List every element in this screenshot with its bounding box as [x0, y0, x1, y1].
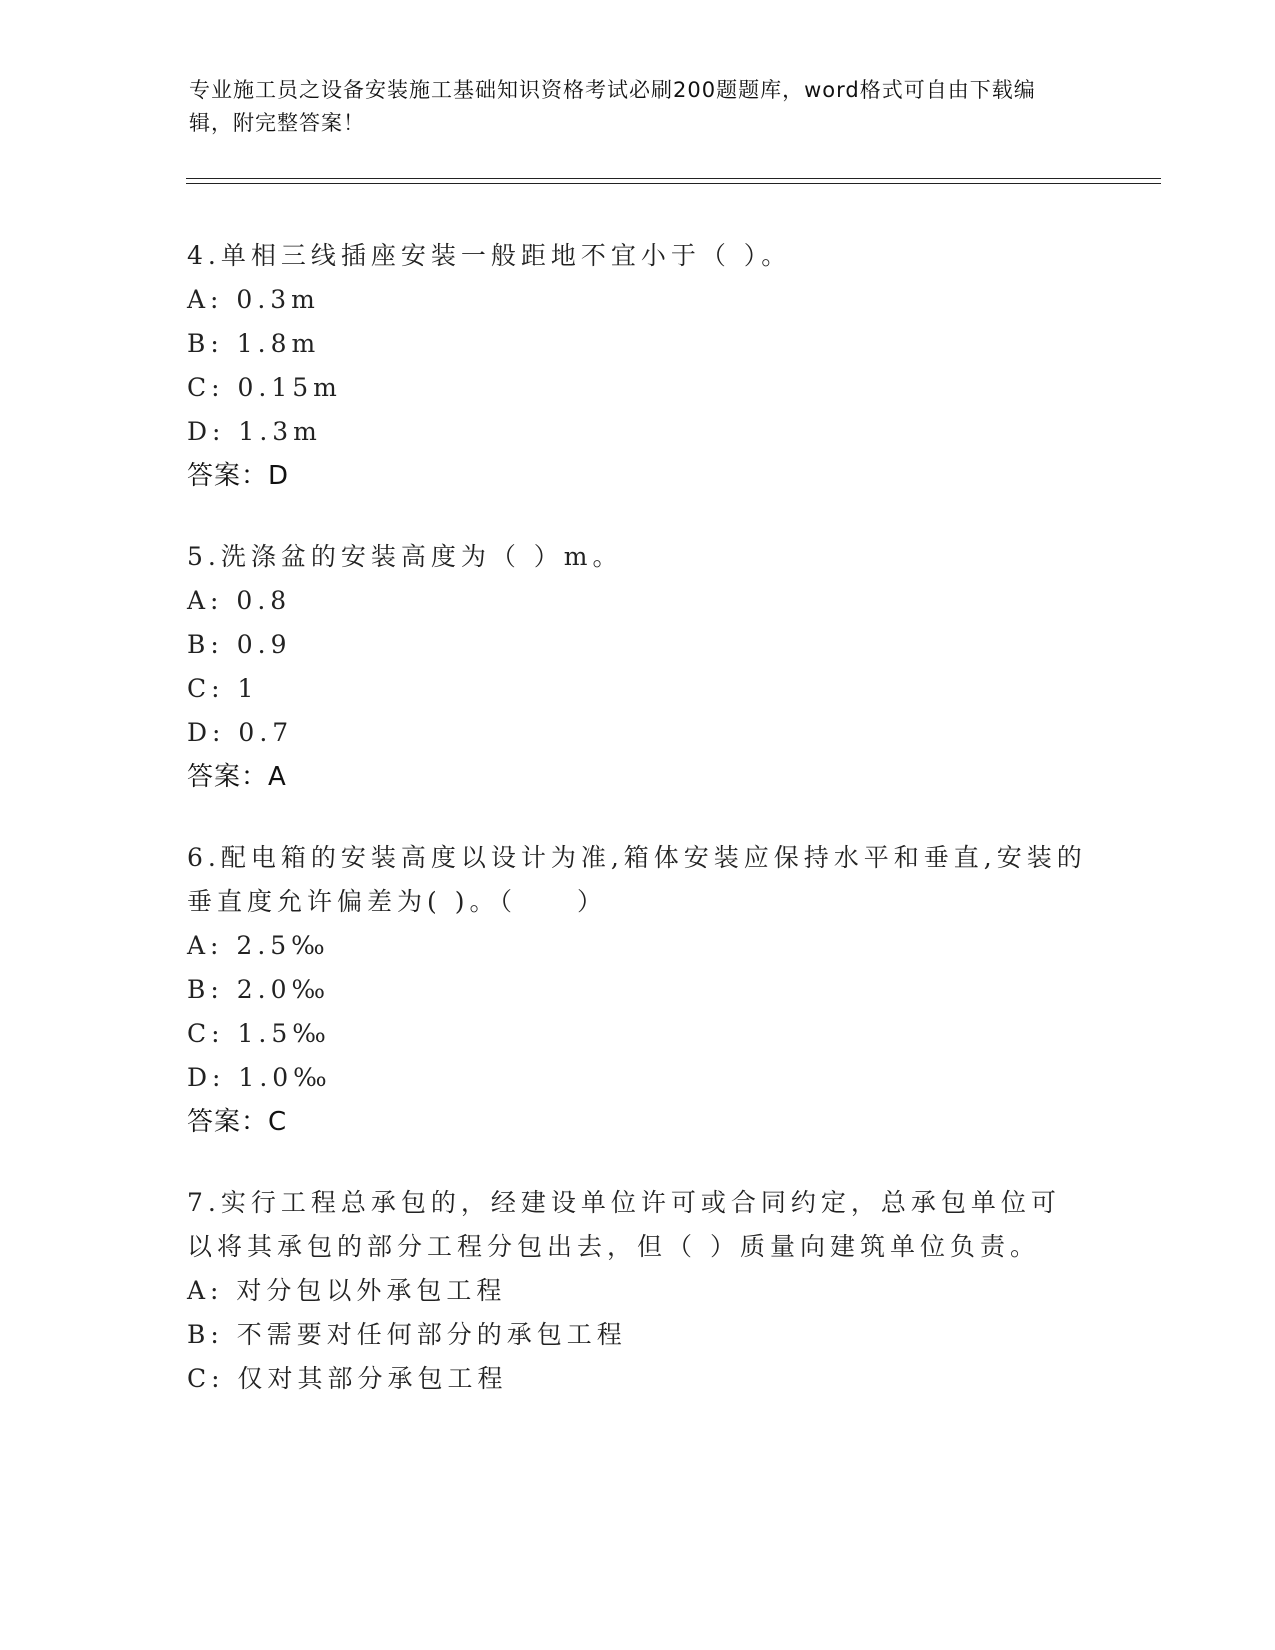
- option-b: B: 0.9: [187, 630, 292, 659]
- question-item: [187, 234, 1087, 498]
- option-d: D: 1.0‰: [187, 1063, 332, 1092]
- option-c: C: 1.5‰: [187, 1019, 331, 1048]
- question-item: [187, 535, 1087, 799]
- question-stem: 5.洗涤盆的安装高度为（ ）m。: [187, 542, 623, 571]
- question-list: [187, 234, 1087, 1438]
- answer-line: 答案：C: [187, 1107, 288, 1137]
- question-item: [187, 1181, 1087, 1401]
- question-item: [187, 836, 1087, 1144]
- option-a: A: 0.8: [187, 586, 292, 615]
- option-b: B: 1.8m: [187, 329, 321, 358]
- answer-line: 答案：A: [187, 762, 287, 792]
- option-a: A: 对分包以外承包工程: [187, 1276, 507, 1305]
- document-header: 专业施工员之设备安装施工基础知识资格考试必刷200题题库，word格式可自由下载编辑，附完整答案！: [189, 78, 1036, 135]
- question-stem: 4.单相三线插座安装一般距地不宜小于（ ）。: [187, 241, 792, 270]
- option-d: D: 1.3m: [187, 417, 322, 446]
- question-stem: 7.实行工程总承包的，经建设单位许可或合同约定，总承包单位可以将其承包的部分工程分包出去，但（ ）质量向建筑单位负责。: [187, 1188, 1061, 1261]
- option-b: B: 2.0‰: [187, 975, 331, 1004]
- header-rule-top: [186, 178, 1161, 179]
- question-stem: 6.配电箱的安装高度以设计为准,箱体安装应保持水平和垂直,安装的垂直度允许偏差为( )。（ ）: [187, 843, 1087, 916]
- header-rule-bottom: [186, 183, 1161, 184]
- option-c: C: 仅对其部分承包工程: [187, 1364, 508, 1393]
- option-a: A: 2.5‰: [187, 931, 330, 960]
- option-b: B: 不需要对任何部分的承包工程: [187, 1320, 627, 1349]
- option-c: C: 1: [187, 674, 259, 703]
- option-d: D: 0.7: [187, 718, 294, 747]
- option-a: A: 0.3m: [187, 285, 320, 314]
- answer-line: 答案：D: [187, 461, 290, 491]
- option-c: C: 0.15m: [187, 373, 342, 402]
